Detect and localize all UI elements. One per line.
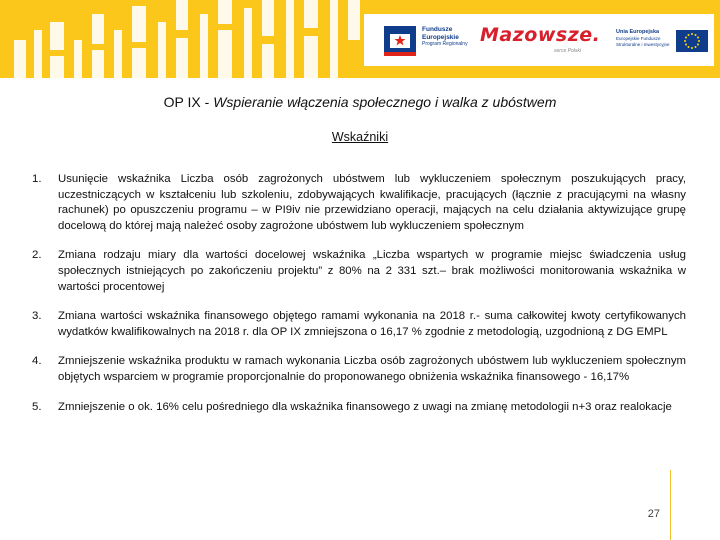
page-divider <box>670 470 671 540</box>
page-number: 27 <box>647 508 660 520</box>
indicator-list <box>32 172 686 429</box>
fe-line2: Europejskie <box>422 33 459 41</box>
item-text: Zmniejszenie wskaźnika produktu w ramach wykonania Liczba osób zagrożonych ubóstwem lub wykluczeniem społecznym objętych wsparciem w programie proporcjonalnie do proponowanego obniżenia wskaźnika finansowego - 16,17% <box>58 355 686 383</box>
ue-line2: Europejskie Fundusze <box>616 35 661 41</box>
title-text: Wspieranie włączenia społecznego i walka z ubóstwem <box>213 94 557 110</box>
item-text: Zmniejszenie o ok. 16% celu pośredniego dla wskaźnika finansowego z uwagi na zmianę metodologii n+3 oraz realokacje <box>58 400 672 413</box>
item-number: 5. <box>32 400 42 413</box>
list-item <box>32 309 686 340</box>
eu-flag-icon <box>676 30 708 52</box>
item-number: 3. <box>32 310 42 323</box>
logos-panel <box>364 14 714 66</box>
ue-line1: Unia Europejska <box>616 29 660 35</box>
item-number: 2. <box>32 249 42 262</box>
section-heading: Wskaźniki <box>331 130 389 144</box>
slide-title <box>0 94 720 110</box>
fe-line3: Program Regionalny <box>422 41 468 47</box>
list-item <box>32 248 686 295</box>
unia-europejska-logo <box>616 24 710 60</box>
decorative-pattern <box>0 0 370 78</box>
mazowsze-logo <box>476 24 601 60</box>
item-text: Usunięcie wskaźnika Liczba osób zagrożonych ubóstwem lub wykluczeniem społecznym poszukujących pracy, uczestniczących w kształceniu lub szkoleniu, zdobywających kwalifikacje, pracujących (łącznie z pracującymi na własny rachunek) po opuszczeniu programu – w PI9iv nie przewidziano operacji, mających na celu działania aktywizujące grupę docelową do której mają należeć osoby zagrożone ubóstwem lub wykluczeniem społecznym <box>58 173 686 232</box>
fe-star-icon <box>384 26 416 56</box>
list-item <box>32 172 686 234</box>
ue-line3: Strukturalne i Inwestycyjne <box>616 42 670 47</box>
item-text: Zmiana rodzaju miary dla wartości docelowej wskaźnika „Liczba wspartych w programie miejsc świadczenia usług społecznych istniejących po zakończeniu projektu” z 80% na 2 331 szt.– brak możliwości monitorowania wskaźnika w wartości procentowej <box>58 249 686 293</box>
list-item <box>32 354 686 385</box>
item-number: 4. <box>32 355 42 368</box>
title-program: OP IX - <box>163 94 214 110</box>
mazowsze-name: Mazowsze. <box>480 24 601 46</box>
fe-line1: Fundusze <box>422 26 453 33</box>
list-item <box>32 400 686 416</box>
mazowsze-tag: serce Polski <box>554 48 581 54</box>
item-text: Zmiana wartości wskaźnika finansowego objętego ramami wykonania na 2018 r.- suma całkowitej kwoty certyfikowanych wydatków kwalifikowalnych na 2018 r. dla OP IX zmniejszona o 16,17 % zgodnie z metodologią, uzgodnioną z DG EMPL <box>58 310 686 338</box>
item-number: 1. <box>32 173 42 185</box>
header-banner <box>0 0 720 78</box>
